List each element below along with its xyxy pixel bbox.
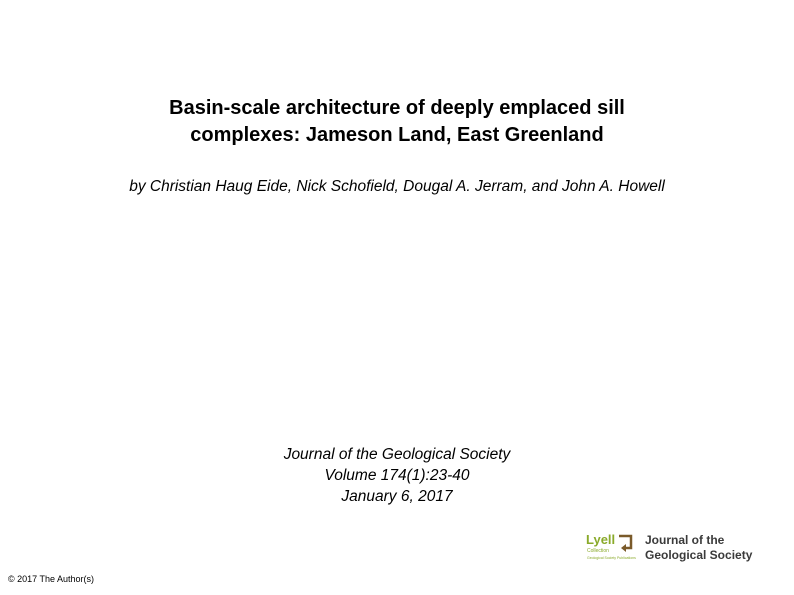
title-line-1: Basin-scale architecture of deeply emplaced sill bbox=[169, 97, 625, 119]
logo-journal-line-1: Journal of the bbox=[645, 533, 725, 547]
lyell-tagline: Geological Society Publications bbox=[587, 556, 636, 560]
logo-journal-line-2: Geological Society bbox=[645, 548, 753, 562]
journal-citation bbox=[0, 444, 794, 507]
journal-date: January 6, 2017 bbox=[341, 488, 453, 505]
arrow-icon bbox=[619, 536, 631, 552]
journal-volume: Volume 174(1):23-40 bbox=[324, 467, 470, 484]
copyright-notice: © 2017 The Author(s) bbox=[8, 574, 95, 584]
lyell-logo-graphic bbox=[585, 528, 755, 564]
title-line-2: complexes: Jameson Land, East Greenland bbox=[190, 124, 604, 146]
lyell-wordmark: Lyell bbox=[586, 532, 616, 547]
lyell-collection-logo bbox=[585, 528, 755, 564]
author-list: by Christian Haug Eide, Nick Schofield, Dougal A. Jerram, and John A. Howell bbox=[129, 178, 665, 195]
article-title bbox=[0, 95, 794, 149]
journal-name: Journal of the Geological Society bbox=[283, 446, 511, 463]
lyell-collection-text: Collection bbox=[587, 548, 609, 554]
